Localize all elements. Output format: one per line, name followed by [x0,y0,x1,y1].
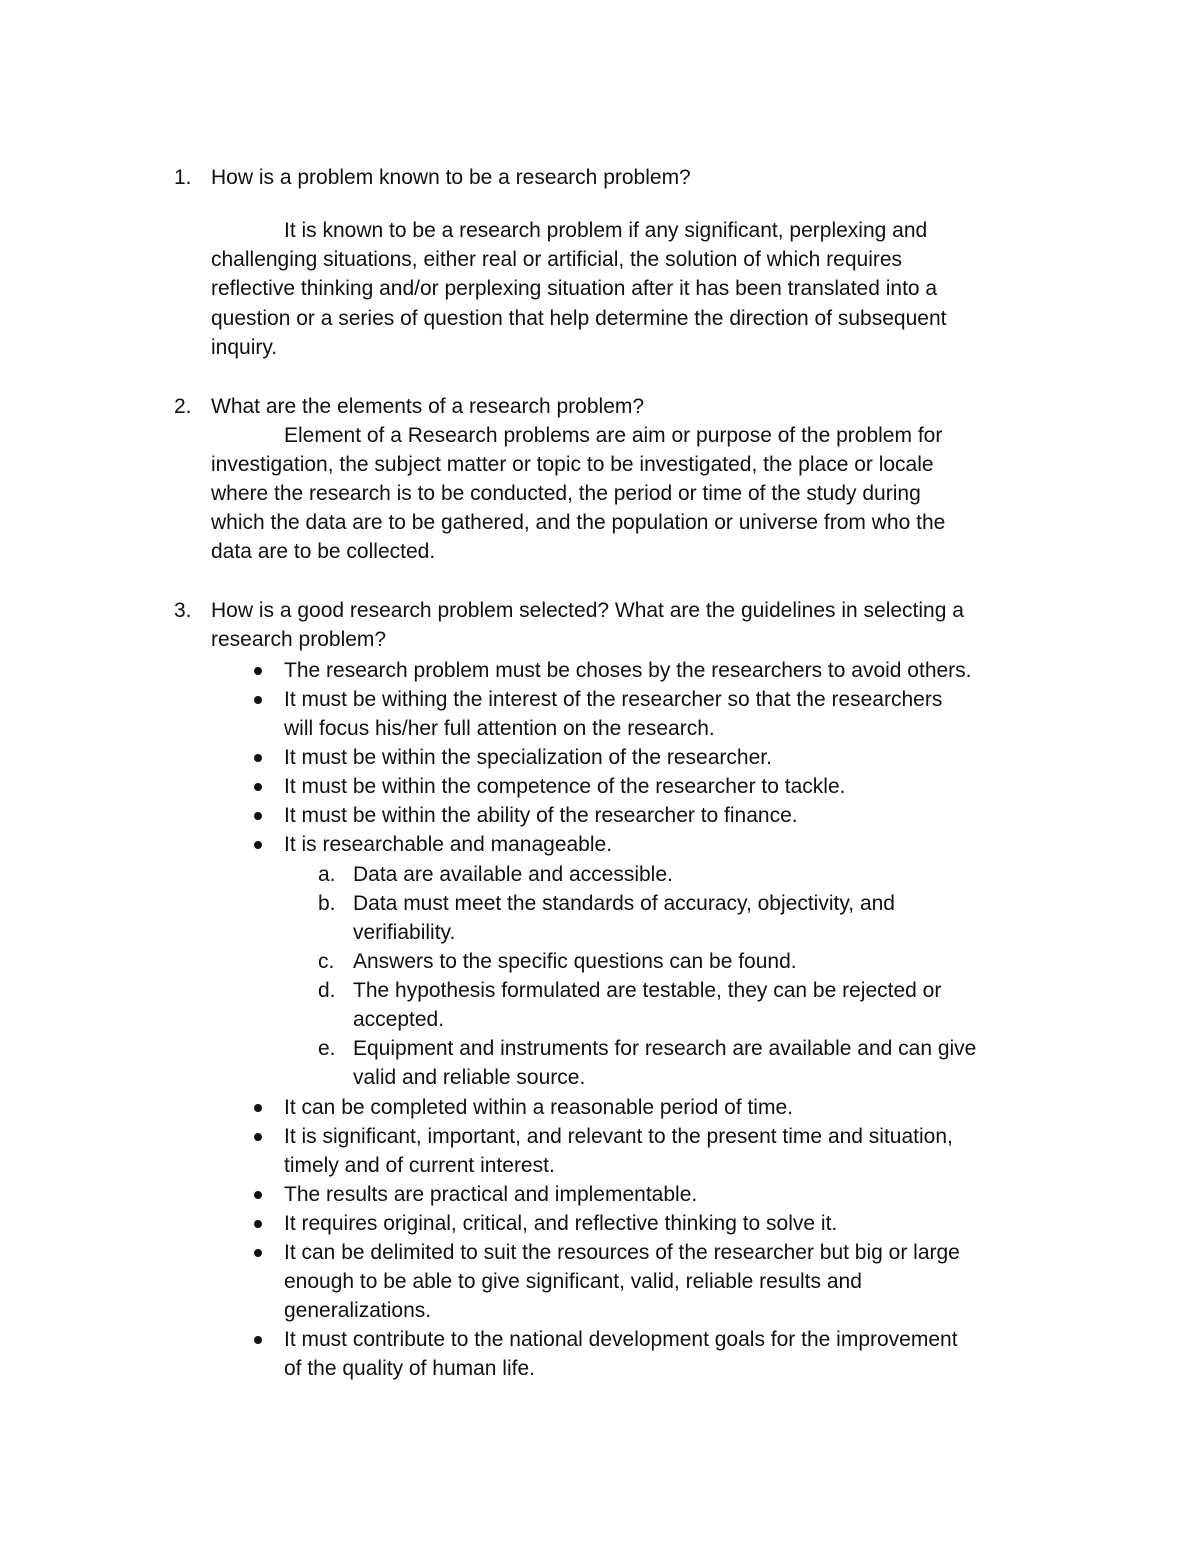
sub-item: Answers to the specific questions can be found. [353,950,797,973]
question-text: research problem? [211,628,387,651]
bullet-item: It can be completed within a reasonable period of time. [284,1096,793,1119]
bullet-item-continuation: enough to be able to give significant, valid, reliable results and [284,1270,862,1293]
sub-item: Data are available and accessible. [353,863,673,886]
sub-item-letter: d. [318,979,336,1002]
sub-item-letter: e. [318,1037,336,1060]
answer-line: where the research is to be conducted, the period or time of the study during [211,482,921,505]
bullet-item-continuation: of the quality of human life. [284,1357,535,1380]
answer-line: data are to be collected. [211,540,436,563]
bullet-icon [254,841,262,849]
bullet-item-continuation: generalizations. [284,1299,432,1322]
sub-item-letter: b. [318,892,336,915]
sub-item: Data must meet the standards of accuracy, objectivity, and [353,892,895,915]
bullet-icon [254,1133,262,1141]
bullet-item: It requires original, critical, and reflective thinking to solve it. [284,1212,838,1235]
bullet-item: It is researchable and manageable. [284,833,613,856]
bullet-item: It must be within the competence of the researcher to tackle. [284,775,846,798]
sub-item: The hypothesis formulated are testable, they can be rejected or [353,979,942,1002]
bullet-icon [254,1220,262,1228]
answer-line: Element of a Research problems are aim or purpose of the problem for [284,424,943,447]
bullet-icon [254,1191,262,1199]
answer-line: challenging situations, either real or artificial, the solution of which requires [211,248,903,271]
answer-line: question or a series of question that help determine the direction of subsequent [211,307,947,330]
bullet-item: It is significant, important, and relevant to the present time and situation, [284,1125,953,1148]
bullet-icon [254,1104,262,1112]
sub-item: Equipment and instruments for research are available and can give [353,1037,977,1060]
sub-item-continuation: accepted. [353,1008,445,1031]
bullet-item: It must contribute to the national development goals for the improvement [284,1328,958,1351]
bullet-icon [254,696,262,704]
question-text: How is a good research problem selected? What are the guidelines in selecting a [211,599,964,622]
sub-item-letter: c. [318,950,335,973]
bullet-item-continuation: will focus his/her full attention on the research. [284,717,715,740]
sub-item-continuation: valid and reliable source. [353,1066,586,1089]
question-text: How is a problem known to be a research problem? [211,166,691,189]
answer-line: investigation, the subject matter or topic to be investigated, the place or locale [211,453,934,476]
question-number: 1. [174,166,192,189]
bullet-item: The research problem must be choses by the researchers to avoid others. [284,659,972,682]
sub-item-letter: a. [318,863,336,886]
answer-line: reflective thinking and/or perplexing situation after it has been translated into a [211,277,938,300]
bullet-item-continuation: timely and of current interest. [284,1154,555,1177]
bullet-icon [254,1336,262,1344]
bullet-icon [254,783,262,791]
bullet-icon [254,667,262,675]
answer-line: inquiry. [211,336,278,359]
bullet-icon [254,812,262,820]
answer-line: It is known to be a research problem if any significant, perplexing and [284,219,928,242]
answer-line: which the data are to be gathered, and the population or universe from who the [211,511,946,534]
bullet-item: It must be withing the interest of the researcher so that the researchers [284,688,943,711]
bullet-item: It can be delimited to suit the resources of the researcher but big or large [284,1241,960,1264]
bullet-item: It must be within the specialization of the researcher. [284,746,772,769]
question-text: What are the elements of a research problem? [211,395,645,418]
question-number: 2. [174,395,192,418]
bullet-item: The results are practical and implementable. [284,1183,698,1206]
bullet-item: It must be within the ability of the researcher to finance. [284,804,798,827]
bullet-icon [254,754,262,762]
bullet-icon [254,1249,262,1257]
sub-item-continuation: verifiability. [353,921,456,944]
question-number: 3. [174,599,192,622]
